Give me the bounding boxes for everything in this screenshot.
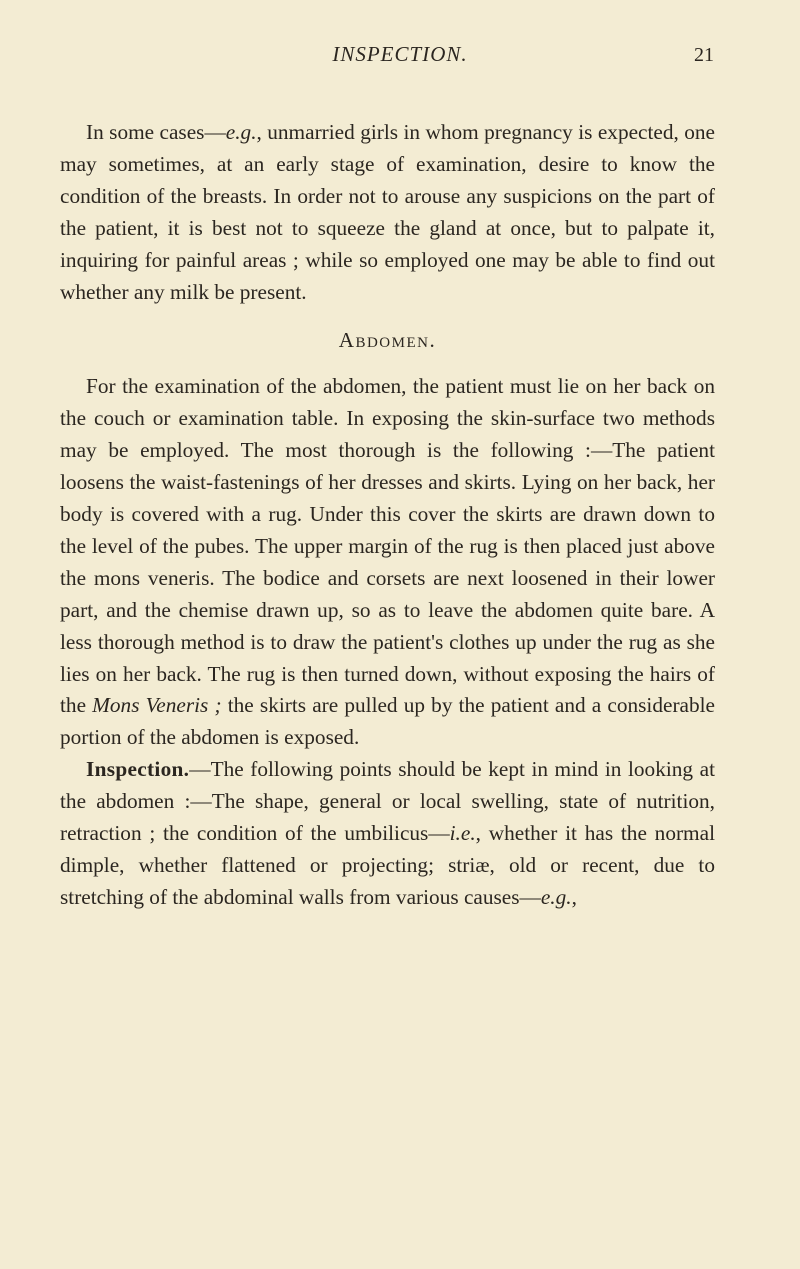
text-run: , <box>571 884 577 909</box>
section-heading: Abdomen. <box>338 328 437 353</box>
text-run: the skirts are pulled up by the patient and a considerable portion of the abdomen is exposed. <box>60 693 716 750</box>
text-run: —The following points should be kept in mind in looking at the abdomen :—The shape, general or local swelling, state of nutrition, retraction ; the condition of the umbilicus— <box>60 757 715 846</box>
running-title: INSPECTION. <box>332 42 468 66</box>
text-run: In some cases— <box>86 120 226 144</box>
text-run: For the examination of the abdomen, the patient must lie on her back on the couch or examination table. In exposing the skin-surface two methods may be employed. The most thorough is the following :—The patient loosens the waist-fastenings of her dresses and skirts. Lying on her back, her body is covered with a rug. Under this cover the skirts are drawn down to the level of the pubes. The upper margin of the rug is then placed just above the mons veneris. The bodice and corsets are next loosened in their lower part, and the chemise drawn up, so as to leave the abdomen quite bare. A less thorough method is to draw the patient's clothes up under the rug as she lies on her back. The rug is then turned down, without exposing the hairs of the <box>60 374 715 718</box>
paragraph-abdomen-exposure <box>60 371 715 754</box>
italic-run: Mons Veneris ; <box>92 693 222 718</box>
text-run: , unmarried girls in whom pregnancy is expected, one may sometimes, at an early stage of examination, desire to know the condition of the breasts. In order not to arouse any suspicions on the part of the patient, it is best not to squeeze the gland at once, but to palpate it, inquiring for painful areas ; while so employed one may be able to find out whether any milk be present. <box>60 120 716 304</box>
page-header <box>0 34 800 74</box>
paragraph-inspection <box>60 754 715 914</box>
italic-run: e.g. <box>540 884 572 909</box>
page-number: 21 <box>694 44 714 66</box>
italic-run: i.e. <box>449 821 476 846</box>
paragraph-breasts <box>60 117 715 308</box>
text-run: , whether it has the normal dimple, whether flattened or projecting; striæ, old or recent, due to stretching of the abdominal walls from various causes— <box>60 821 715 909</box>
body-text <box>60 117 715 914</box>
italic-run: e.g. <box>225 120 257 144</box>
run-in-heading: Inspection. <box>86 757 190 782</box>
